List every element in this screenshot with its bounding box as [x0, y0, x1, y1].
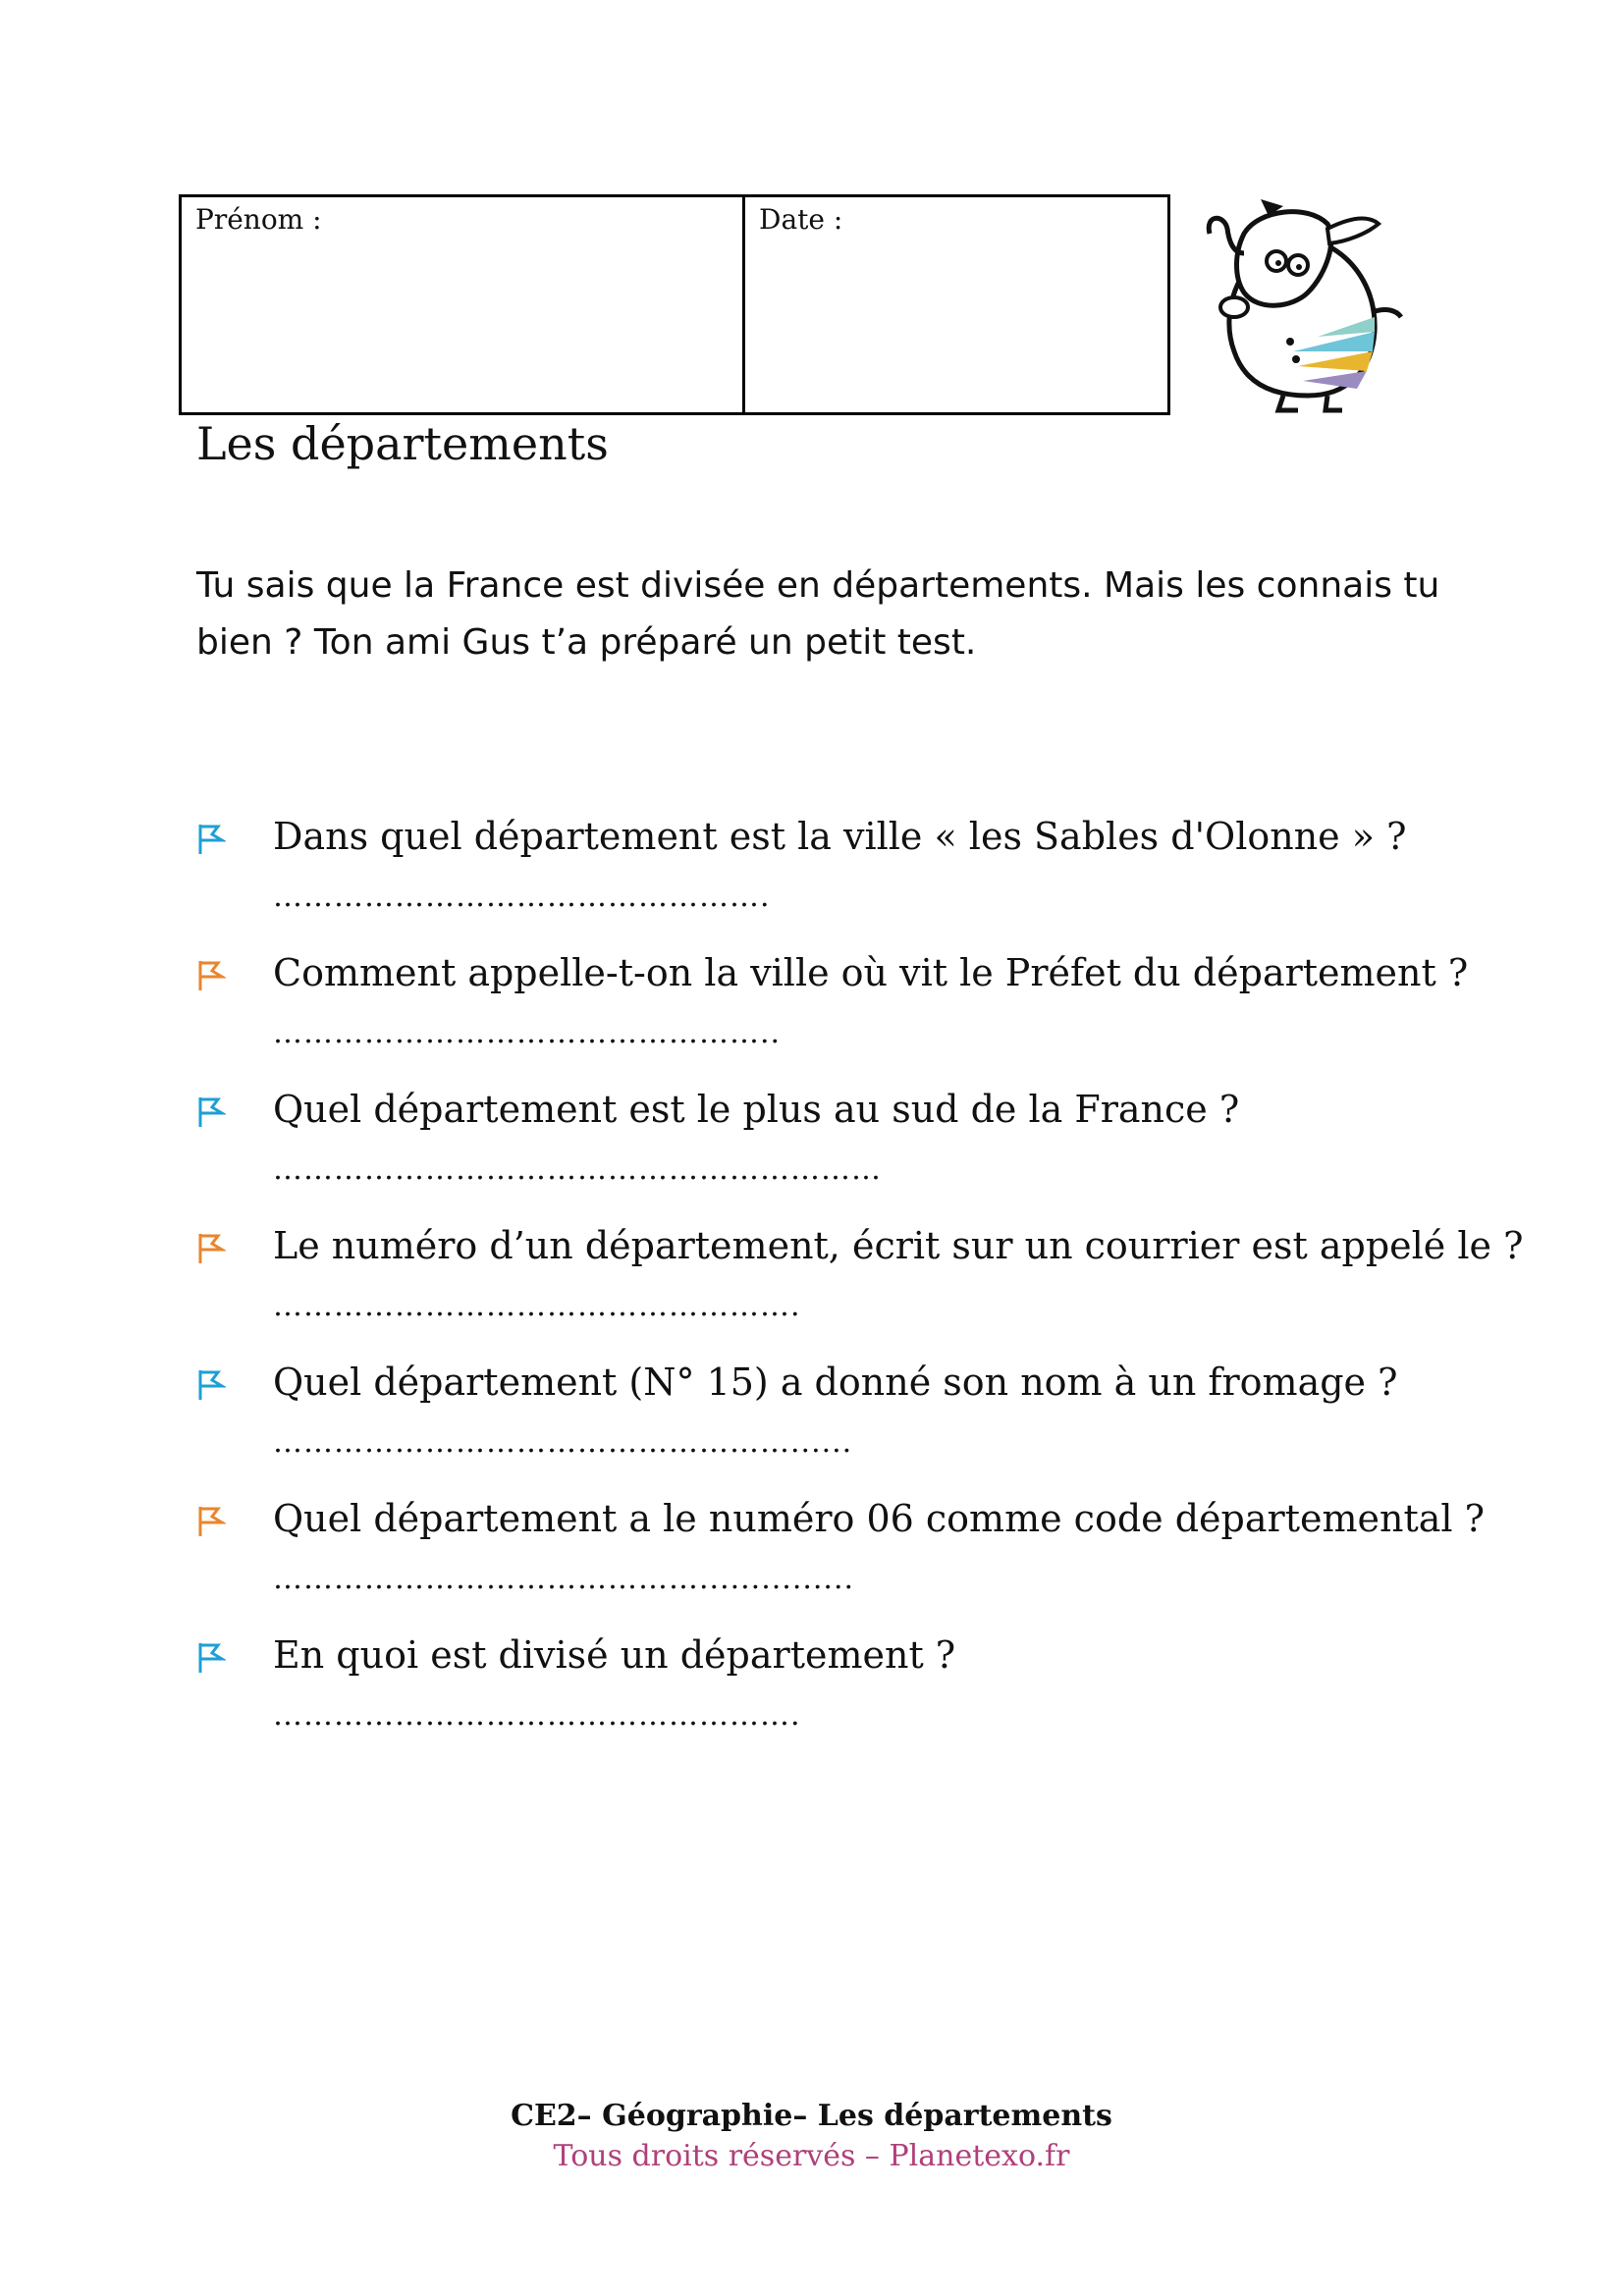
question-text: Dans quel département est la ville « les Sables d'Olonne » ?	[273, 815, 1407, 858]
question-item	[0, 1078, 1623, 1214]
answer-line[interactable]: ………………………………………….	[273, 880, 771, 914]
flag-icon	[196, 1368, 226, 1402]
answer-line[interactable]: …………………………………………….	[273, 1698, 801, 1733]
answer-line[interactable]: ……………………………………………......	[273, 1425, 853, 1460]
question-text: Quel département a le numéro 06 comme code départemental ?	[273, 1497, 1485, 1540]
gus-mascot-icon	[1200, 194, 1416, 415]
answer-line[interactable]: …………………………………………….	[273, 1289, 801, 1323]
flag-icon	[196, 1505, 226, 1538]
question-text: En quoi est divisé un département ?	[273, 1633, 956, 1677]
question-item	[0, 941, 1623, 1078]
header-table	[179, 194, 1170, 415]
footer-copyright: Tous droits réservés – Planetexo.fr	[553, 2139, 1070, 2173]
answer-line[interactable]: ……………………………………...............	[273, 1562, 855, 1596]
flag-icon	[196, 1232, 226, 1265]
question-item	[0, 1351, 1623, 1487]
question-item	[0, 1214, 1623, 1351]
flag-icon	[196, 1641, 226, 1675]
question-text: Quel département est le plus au sud de la France ?	[273, 1088, 1240, 1131]
page-footer	[0, 2099, 1623, 2173]
intro-text: Tu sais que la France est divisée en départements. Mais les connais tu bien ? Ton ami Gus t’a préparé un petit test.	[196, 565, 1440, 663]
question-text: Quel département (N° 15) a donné son nom à un fromage ?	[273, 1361, 1398, 1404]
footer-title: CE2– Géographie– Les départements	[511, 2099, 1112, 2133]
flag-icon	[196, 823, 226, 856]
flag-icon	[196, 1095, 226, 1129]
date-cell[interactable]	[745, 197, 1167, 412]
question-list	[0, 805, 1623, 1760]
answer-line[interactable]: ……………………………………………………	[273, 1152, 882, 1187]
name-label: Prénom :	[195, 203, 322, 236]
question-text: Comment appelle-t-on la ville où vit le Préfet du département ?	[273, 951, 1469, 994]
question-item	[0, 1624, 1623, 1760]
question-item	[0, 805, 1623, 941]
date-label: Date :	[759, 203, 843, 236]
flag-icon	[196, 959, 226, 992]
question-item	[0, 1487, 1623, 1624]
answer-line[interactable]: …………………………………………..	[273, 1016, 782, 1050]
question-text: Le numéro d’un département, écrit sur un courrier est appelé le ?	[273, 1224, 1524, 1267]
page-title: Les départements	[196, 417, 609, 470]
name-cell[interactable]	[182, 197, 745, 412]
